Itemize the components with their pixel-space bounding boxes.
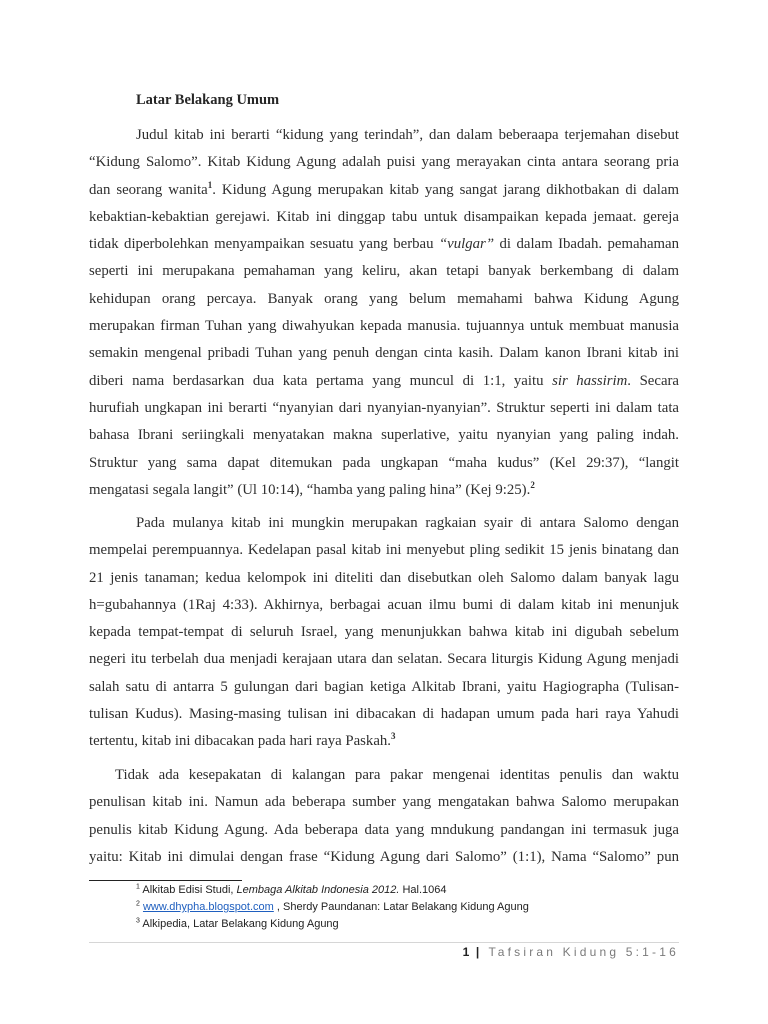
text-run: penulis kitab Kidung Agung. Ada beberapa data yang mndukung pandangan ini termasuk juga: [89, 821, 679, 838]
footnote-1: [136, 884, 447, 896]
footnote-ref: 3: [391, 731, 396, 742]
paragraph-1: [89, 122, 679, 504]
paragraph-line: [89, 762, 679, 789]
footnote-text: , Sherdy Paundanan: Latar Belakang Kidung Agung: [273, 901, 529, 913]
footnote-text: Alkitab Edisi Studi,: [139, 884, 237, 896]
footnote-ref: 1: [207, 179, 213, 190]
paragraph-line: [89, 122, 679, 149]
text-run: di dalam Ibadah. pemahaman: [494, 236, 679, 253]
text-run: “Kidung Salomo”. Kitab Kidung Agung adalah puisi yang merayakan cinta antara seorang pria: [89, 154, 679, 171]
text-run: Pada mulanya kitab ini mungkin merupakan ragkaian syair di antara Salomo dengan: [136, 515, 679, 531]
text-run: Struktur yang sama dapat ditemukan pada ungkapan “maha kudus” (Kel 29:37), “langit: [89, 454, 679, 471]
paragraph-3: [89, 762, 679, 871]
footnote-ref: 2: [530, 479, 535, 490]
paragraph-line: [89, 817, 679, 844]
text-run: tulisan Kudus). Masing-masing tulisan ini dibacakan di hadapan umum pada hari raya Yahudi: [89, 706, 679, 723]
footnote-number: 1: [136, 883, 140, 891]
running-title: Tafsiran Kidung 5:1-16: [488, 945, 679, 959]
paragraph-line: [89, 204, 679, 231]
text-run: salah satu di antarra 5 gulungan dari bagian ketiga Alkitab Ibrani, yaitu Hagiographa (Tulisan-: [89, 678, 679, 695]
italic-text: sir hassirim: [552, 372, 628, 389]
text-run: 21 jenis tanaman; kedua kelompok ini diteliti dan disebutkan oleh Salomo dalam banyak lagu: [89, 569, 679, 586]
paragraph-line: [89, 286, 679, 313]
page-footer: [463, 945, 679, 959]
text-run: kebaktian-kebaktian gerejawi. Kitab ini dinggap tabu untuk disampaikan kepada jemaat. gereja: [89, 208, 679, 225]
text-run: tidak diperbolehkan menyampaikan sesuatu yang berbau: [89, 236, 439, 253]
footnote-2: [136, 901, 529, 913]
text-run: semakin mengenal pribadi Tuhan yang penuh dengan cinta kasih. Dalam kanon Ibrani kitab ini: [89, 345, 679, 362]
footnote-number: 3: [136, 917, 140, 925]
paragraph-line: [89, 789, 679, 816]
text-run: seperti ini merupakana pemahaman yang keliru, akan tetapi banyak berkembang di dalam: [89, 263, 679, 280]
paragraph-line: [89, 477, 679, 504]
footnote-separator: [89, 880, 242, 881]
paragraph-line: [89, 258, 679, 285]
footer-separator: |: [475, 945, 480, 959]
text-run: diberi nama berdasarkan dua kata pertama yang muncul di 1:1, yaitu: [89, 372, 553, 389]
paragraph-line: [89, 674, 679, 701]
paragraph-line: [89, 177, 679, 204]
paragraph-line: [89, 646, 679, 673]
text-run: negeri itu terbelah dua menjadi kerajaan utara dan selatan. Secara liturgis Kidung Agung menjadi: [89, 651, 679, 668]
paragraph-line: [89, 149, 679, 176]
paragraph-line: [89, 450, 679, 477]
text-run: hurufiah ungkapan ini berarti “nyanyian dari nyanyian-nyanyian”. Struktur seperti ini dalam tata: [89, 399, 679, 416]
text-run: mengatasi segala langit” (Ul 10:14), “hamba yang paling hina” (Kej 9:25).: [89, 481, 531, 498]
paragraph-line: [89, 231, 679, 258]
paragraph-line: [89, 313, 679, 340]
text-run: . Secara: [627, 372, 679, 389]
paragraph-line: [89, 728, 679, 755]
paragraph-line: [89, 537, 679, 564]
paragraph-line: [89, 395, 679, 422]
paragraph-line: [89, 701, 679, 728]
paragraph-line: [89, 844, 679, 871]
text-run: mempelai perempuannya. Kedelapan pasal kitab ini menyebut pling sedikit 15 jenis binatang dan: [89, 542, 679, 559]
text-run: kepada tempat-tempat di seluruh Israel, yang menunjukkan bahwa kitab ini digubah sebelum: [89, 624, 679, 641]
paragraph-line: [89, 340, 679, 367]
footnote-text: Hal.1064: [399, 884, 447, 896]
footnote-italic: Lembaga Alkitab Indonesia 2012.: [236, 884, 400, 896]
text-run: Judul kitab ini berarti “kidung yang terindah”, dan dalam beberaapa terjemahan disebut: [136, 127, 679, 143]
paragraph-line: [89, 592, 679, 619]
text-run: penulisan kitab ini. Namun ada beberapa sumber yang mengatakan bahwa Salomo merupakan: [89, 794, 679, 811]
text-run: kehidupan orang percaya. Banyak orang yang belum memahami bahwa Kidung Agung: [89, 290, 679, 307]
text-run: tertentu, kitab ini dibacakan pada hari raya Paskah.: [89, 733, 391, 750]
text-run: yaitu: Kitab ini dimulai dengan frase “Kidung Agung dari Salomo” (1:1), Nama “Salomo” pun: [89, 848, 679, 865]
footer-divider: [89, 942, 679, 943]
paragraph-line: [89, 510, 679, 537]
text-run: dan seorang wanita: [89, 181, 208, 198]
text-run: h=gubahannya (1Raj 4:33). Akhirnya, berbagai acuan ilmu bumi di dalam kitab ini menunjuk: [89, 596, 679, 613]
text-run: Tidak ada kesepakatan di kalangan para pakar mengenai identitas penulis dan waktu: [115, 767, 679, 783]
footnote-link[interactable]: www.dhypha.blogspot.com: [142, 901, 274, 913]
page-number: 1: [462, 945, 470, 959]
paragraph-line: [89, 368, 679, 395]
footnote-3: [136, 918, 339, 930]
paragraph-2: [89, 510, 679, 756]
text-run: bahasa Ibrani seriingkali menyatakan makna superlative, yaitu nyanyian yang paling indah.: [89, 427, 679, 444]
italic-text: “vulgar”: [438, 236, 495, 253]
text-run: . Kidung Agung merupakan kitab yang sangat jarang dikhotbakan di dalam: [212, 181, 679, 198]
paragraph-line: [89, 619, 679, 646]
paragraph-line: [89, 422, 679, 449]
text-run: merupakan firman Tuhan yang diwahyukan kepada manusia. tujuannya untuk membuat manusia: [89, 318, 679, 335]
paragraph-line: [89, 565, 679, 592]
footnote-number: 2: [136, 900, 140, 908]
section-heading: Latar Belakang Umum: [136, 92, 280, 108]
footnote-text: Alkipedia, Latar Belakang Kidung Agung: [139, 918, 339, 930]
